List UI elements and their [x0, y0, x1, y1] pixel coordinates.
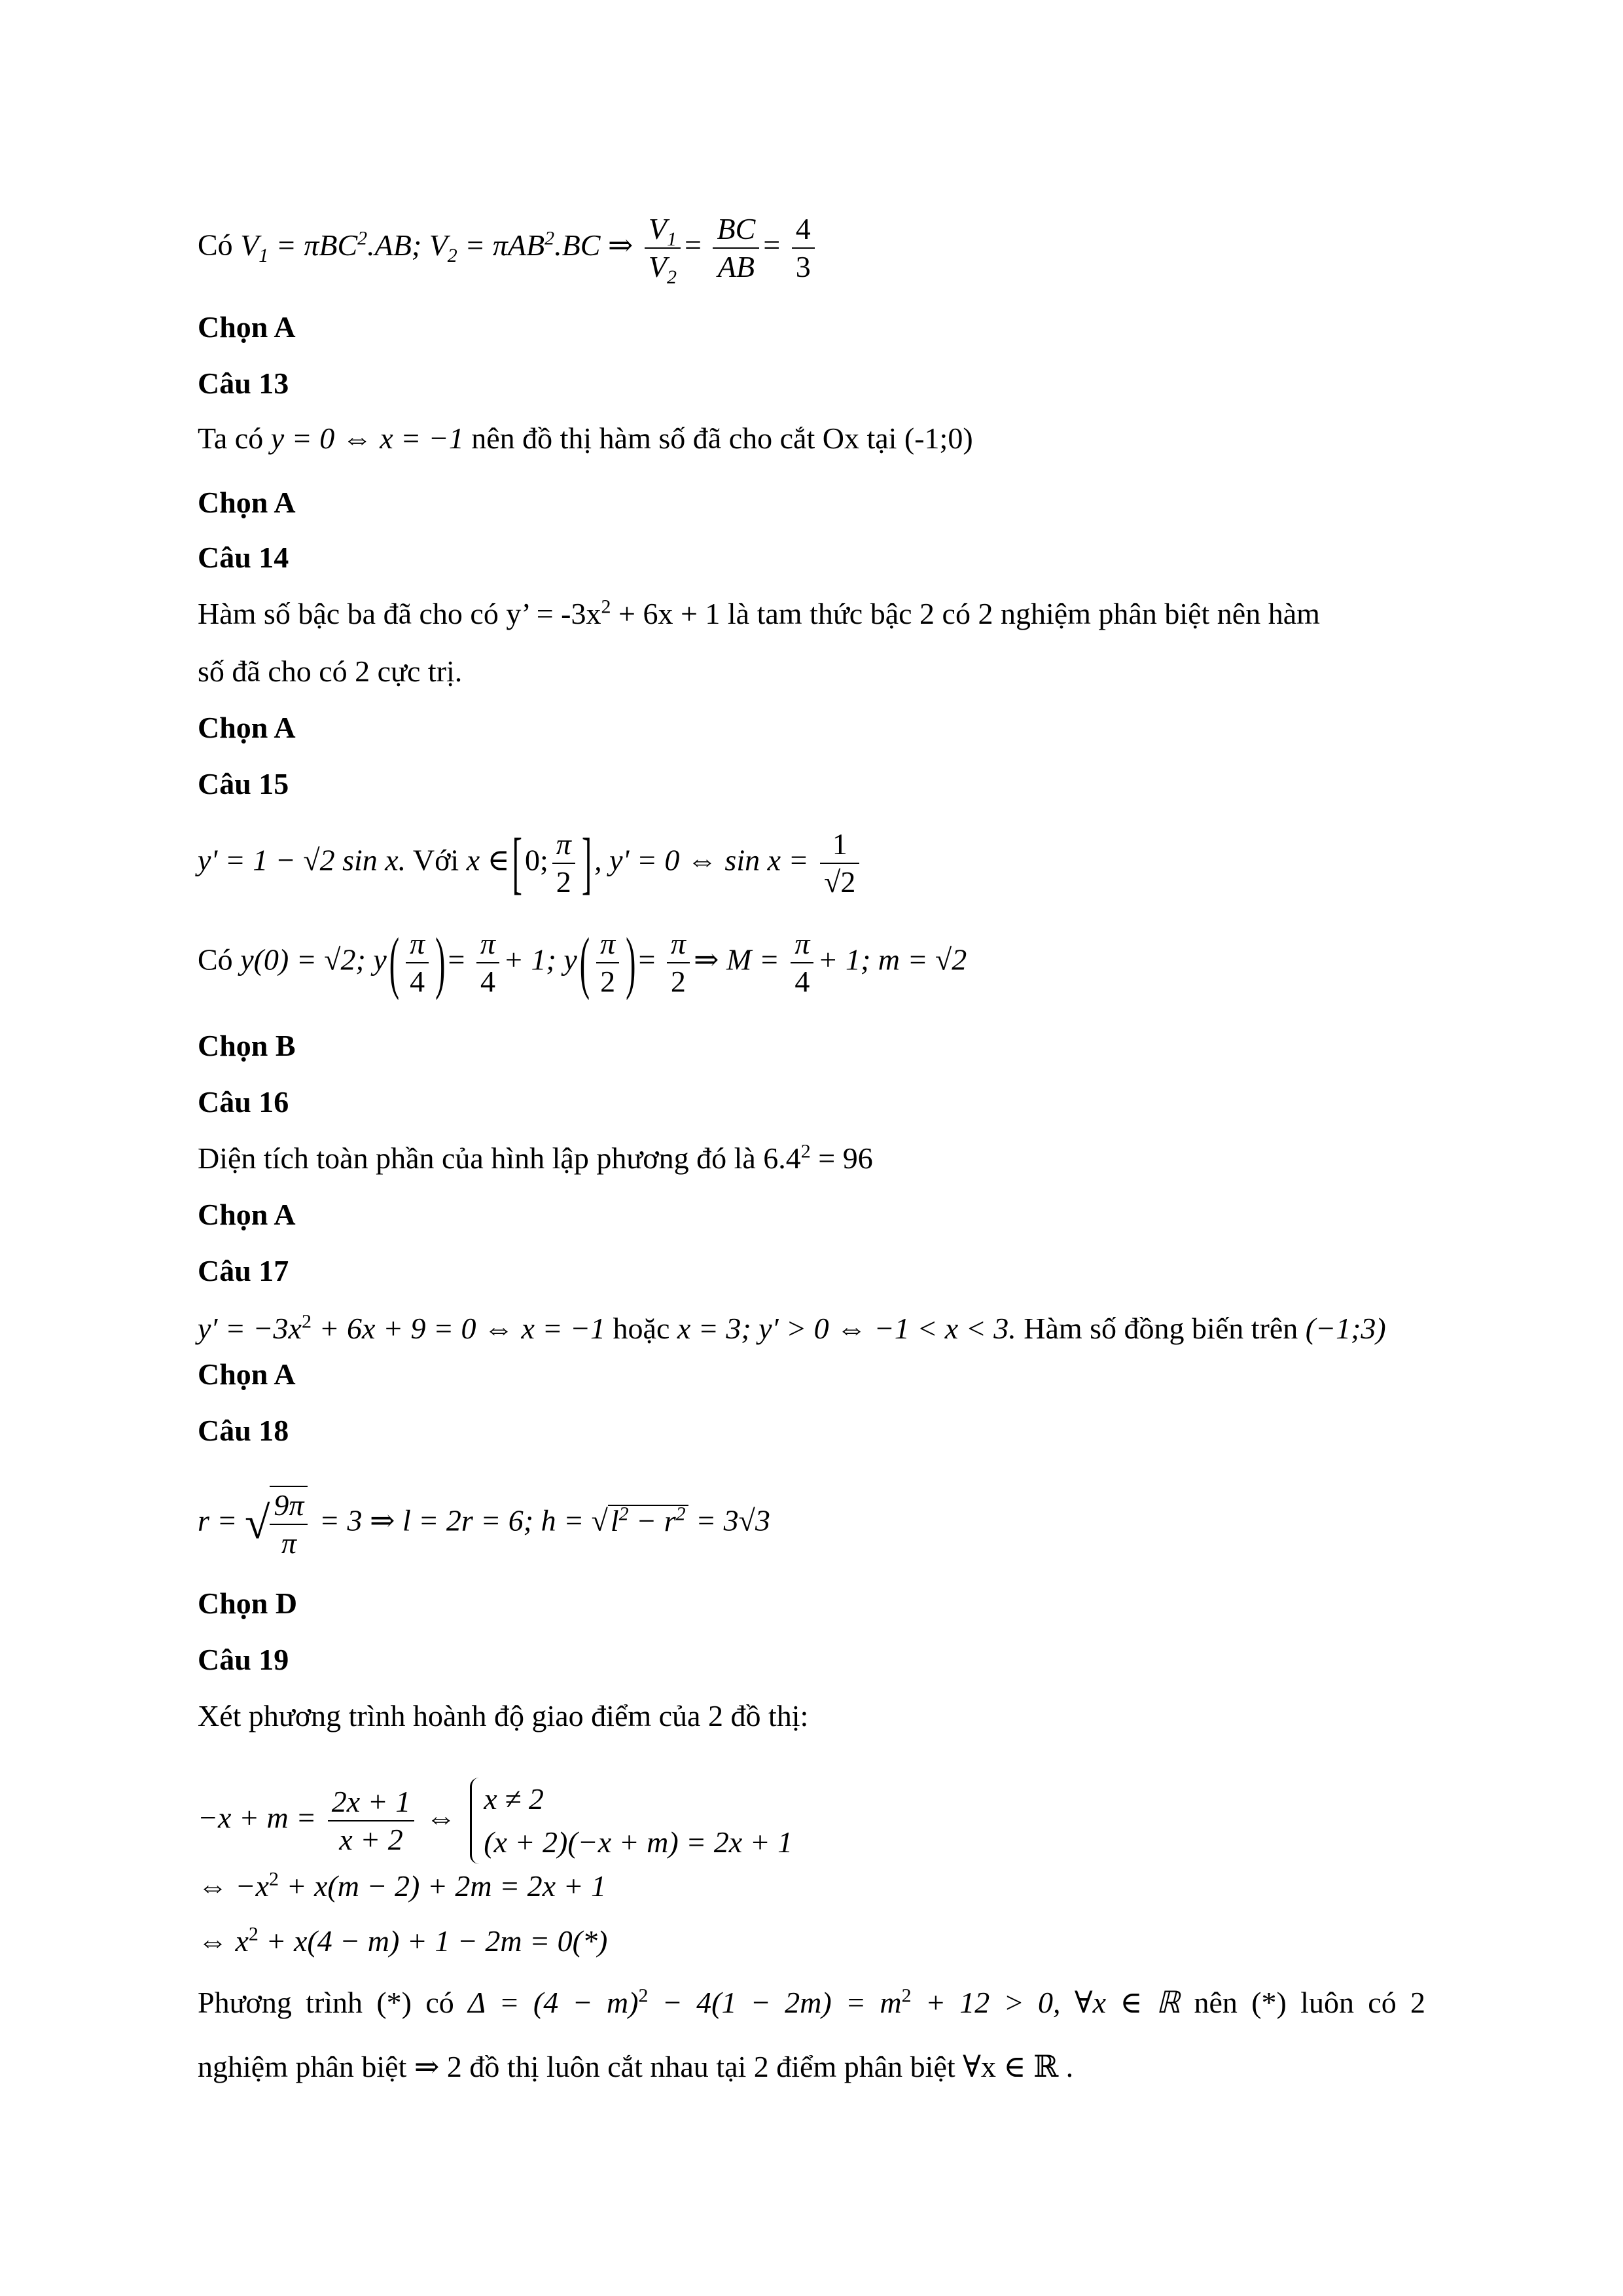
fraction-v1-v2: $\frac{V_1}{V_2}$ [645, 211, 681, 285]
math: = πAB [465, 228, 545, 262]
math: .AB; V [367, 228, 448, 262]
cau16-body: Diện tích toàn phần của hình lập phương đó là $6.4^2 = 96$ [198, 1140, 873, 1175]
cau13-body [198, 419, 973, 458]
choice-label: Chọn A [198, 486, 296, 519]
text: Có [198, 228, 233, 262]
question-title: Câu 13 [198, 367, 289, 400]
question-title: Câu 17 [198, 1254, 289, 1287]
question-title: Câu 16 [198, 1085, 289, 1119]
choice-label: Chọn A [198, 1198, 296, 1231]
question-title: Câu 18 [198, 1414, 289, 1447]
equation-system: x ≠ 2 (x + 2)(−x + m) = 2x + 1 [470, 1778, 793, 1864]
math: V [240, 228, 259, 262]
choice-label: Chọn A [198, 1357, 296, 1391]
cau19-paragraph-line2: nghiệm phân biệt ⇒ 2 đồ thị luôn cắt nhau tại 2 điểm phân biệt ∀x ∈ ℝ . [198, 2050, 1074, 2083]
question-title: Câu 15 [198, 767, 289, 800]
question-title: Câu 19 [198, 1643, 289, 1676]
math-sub: 2 [447, 244, 457, 266]
math: y = 0 ⇔ x = −1 [270, 422, 464, 455]
math: .BC ⇒ [554, 228, 633, 262]
text: Ta có [198, 422, 264, 455]
math: = πBC [276, 228, 358, 262]
cau12-volume-line: Có $V_1 = \pi BC^2.AB$; $V_2 = \pi AB^2.BC$ ⇒ $\frac{V_1}{V_2}$ = $\frac{BC}{AB}$ = $\frac{4}{3}$ [198, 211, 819, 285]
text: nên đồ thị hàm số đã cho cắt Ox tại (-1;0) [471, 422, 973, 455]
cau19-intro: Xét phương trình hoành độ giao điểm của 2 đồ thị: [198, 1699, 809, 1732]
choice-label: Chọn A [198, 310, 296, 344]
cau14-line1: Hàm số bậc ba đã cho có y’ = $-3x^2 + 6x + 1$ là tam thức bậc 2 có 2 nghiệm phân biệt nên hàm [198, 596, 1320, 630]
choice-label: Chọn A [198, 711, 296, 744]
choice-label: Chọn D [198, 1587, 298, 1620]
text: Có [198, 942, 233, 977]
cau19-line1: −x + m = $\frac{2x + 1}{x + 2}$ ⇔ x ≠ 2 (x + 2)(−x + m) = 2x + 1 [198, 1778, 793, 1864]
cau19-line2: ⇔ $-x^2 + x(m - 2) + 2m = 2x + 1$ [198, 1868, 607, 1903]
cau18-body: r = √ $\frac{9\pi}{\pi}$ = 3 ⇒ l = 2r = 6; $h = √l^2 - r^2 = 3√3$ [198, 1486, 770, 1562]
text: Với [412, 843, 459, 877]
cau15-line1: y' = 1 − √2 sin x. Với x ∈[0; $\frac{\pi}{2}$ ], y' = 0 ⇔ sin x = $\frac{1}{√2}$ [198, 826, 863, 901]
cau14-line2: số đã cho có 2 cực trị. [198, 655, 463, 688]
cau19-line3: ⇔ $x^2 + x(4 - m) + 1 - 2m = 0(*)$ [198, 1923, 608, 1958]
question-title: Câu 14 [198, 541, 289, 574]
cau17-body: $y' = -3x^2 + 6x + 9 = 0$ ⇔ x = −1 hoặc x = 3; y′ > 0 ⇔ −1 < x < 3. Hàm số đồng biến trên (−1;3) [198, 1310, 1386, 1345]
math-sup: 2 [357, 227, 368, 249]
math-sup: 2 [544, 227, 555, 249]
cau15-line2: Có y(0) = √2; y( $\frac{\pi}{4}$ )= $\frac{\pi}{4}$ + 1; y( $\frac{\pi}{2}$ )= $\frac{\pi}{2}$ ⇒ M = $\frac{\pi}{4}$ + 1; m = √2 [198, 924, 967, 1001]
fraction-bc-ab: $\frac{BC}{AB}$ [713, 211, 759, 285]
math: y' = 1 − √2 sin x. [198, 843, 406, 877]
fraction-4-3: $\frac{4}{3}$ [792, 211, 815, 285]
cau19-paragraph-line1: Phương trình (*) có $\Delta = (4 - m)^2 - 4(1 - 2m) = m^2 + 12 > 0$, ∀x ∈ ℝ nên (*) luôn có 2 [198, 1984, 1426, 2019]
choice-label: Chọn B [198, 1029, 296, 1062]
math-sub: 1 [259, 244, 269, 266]
